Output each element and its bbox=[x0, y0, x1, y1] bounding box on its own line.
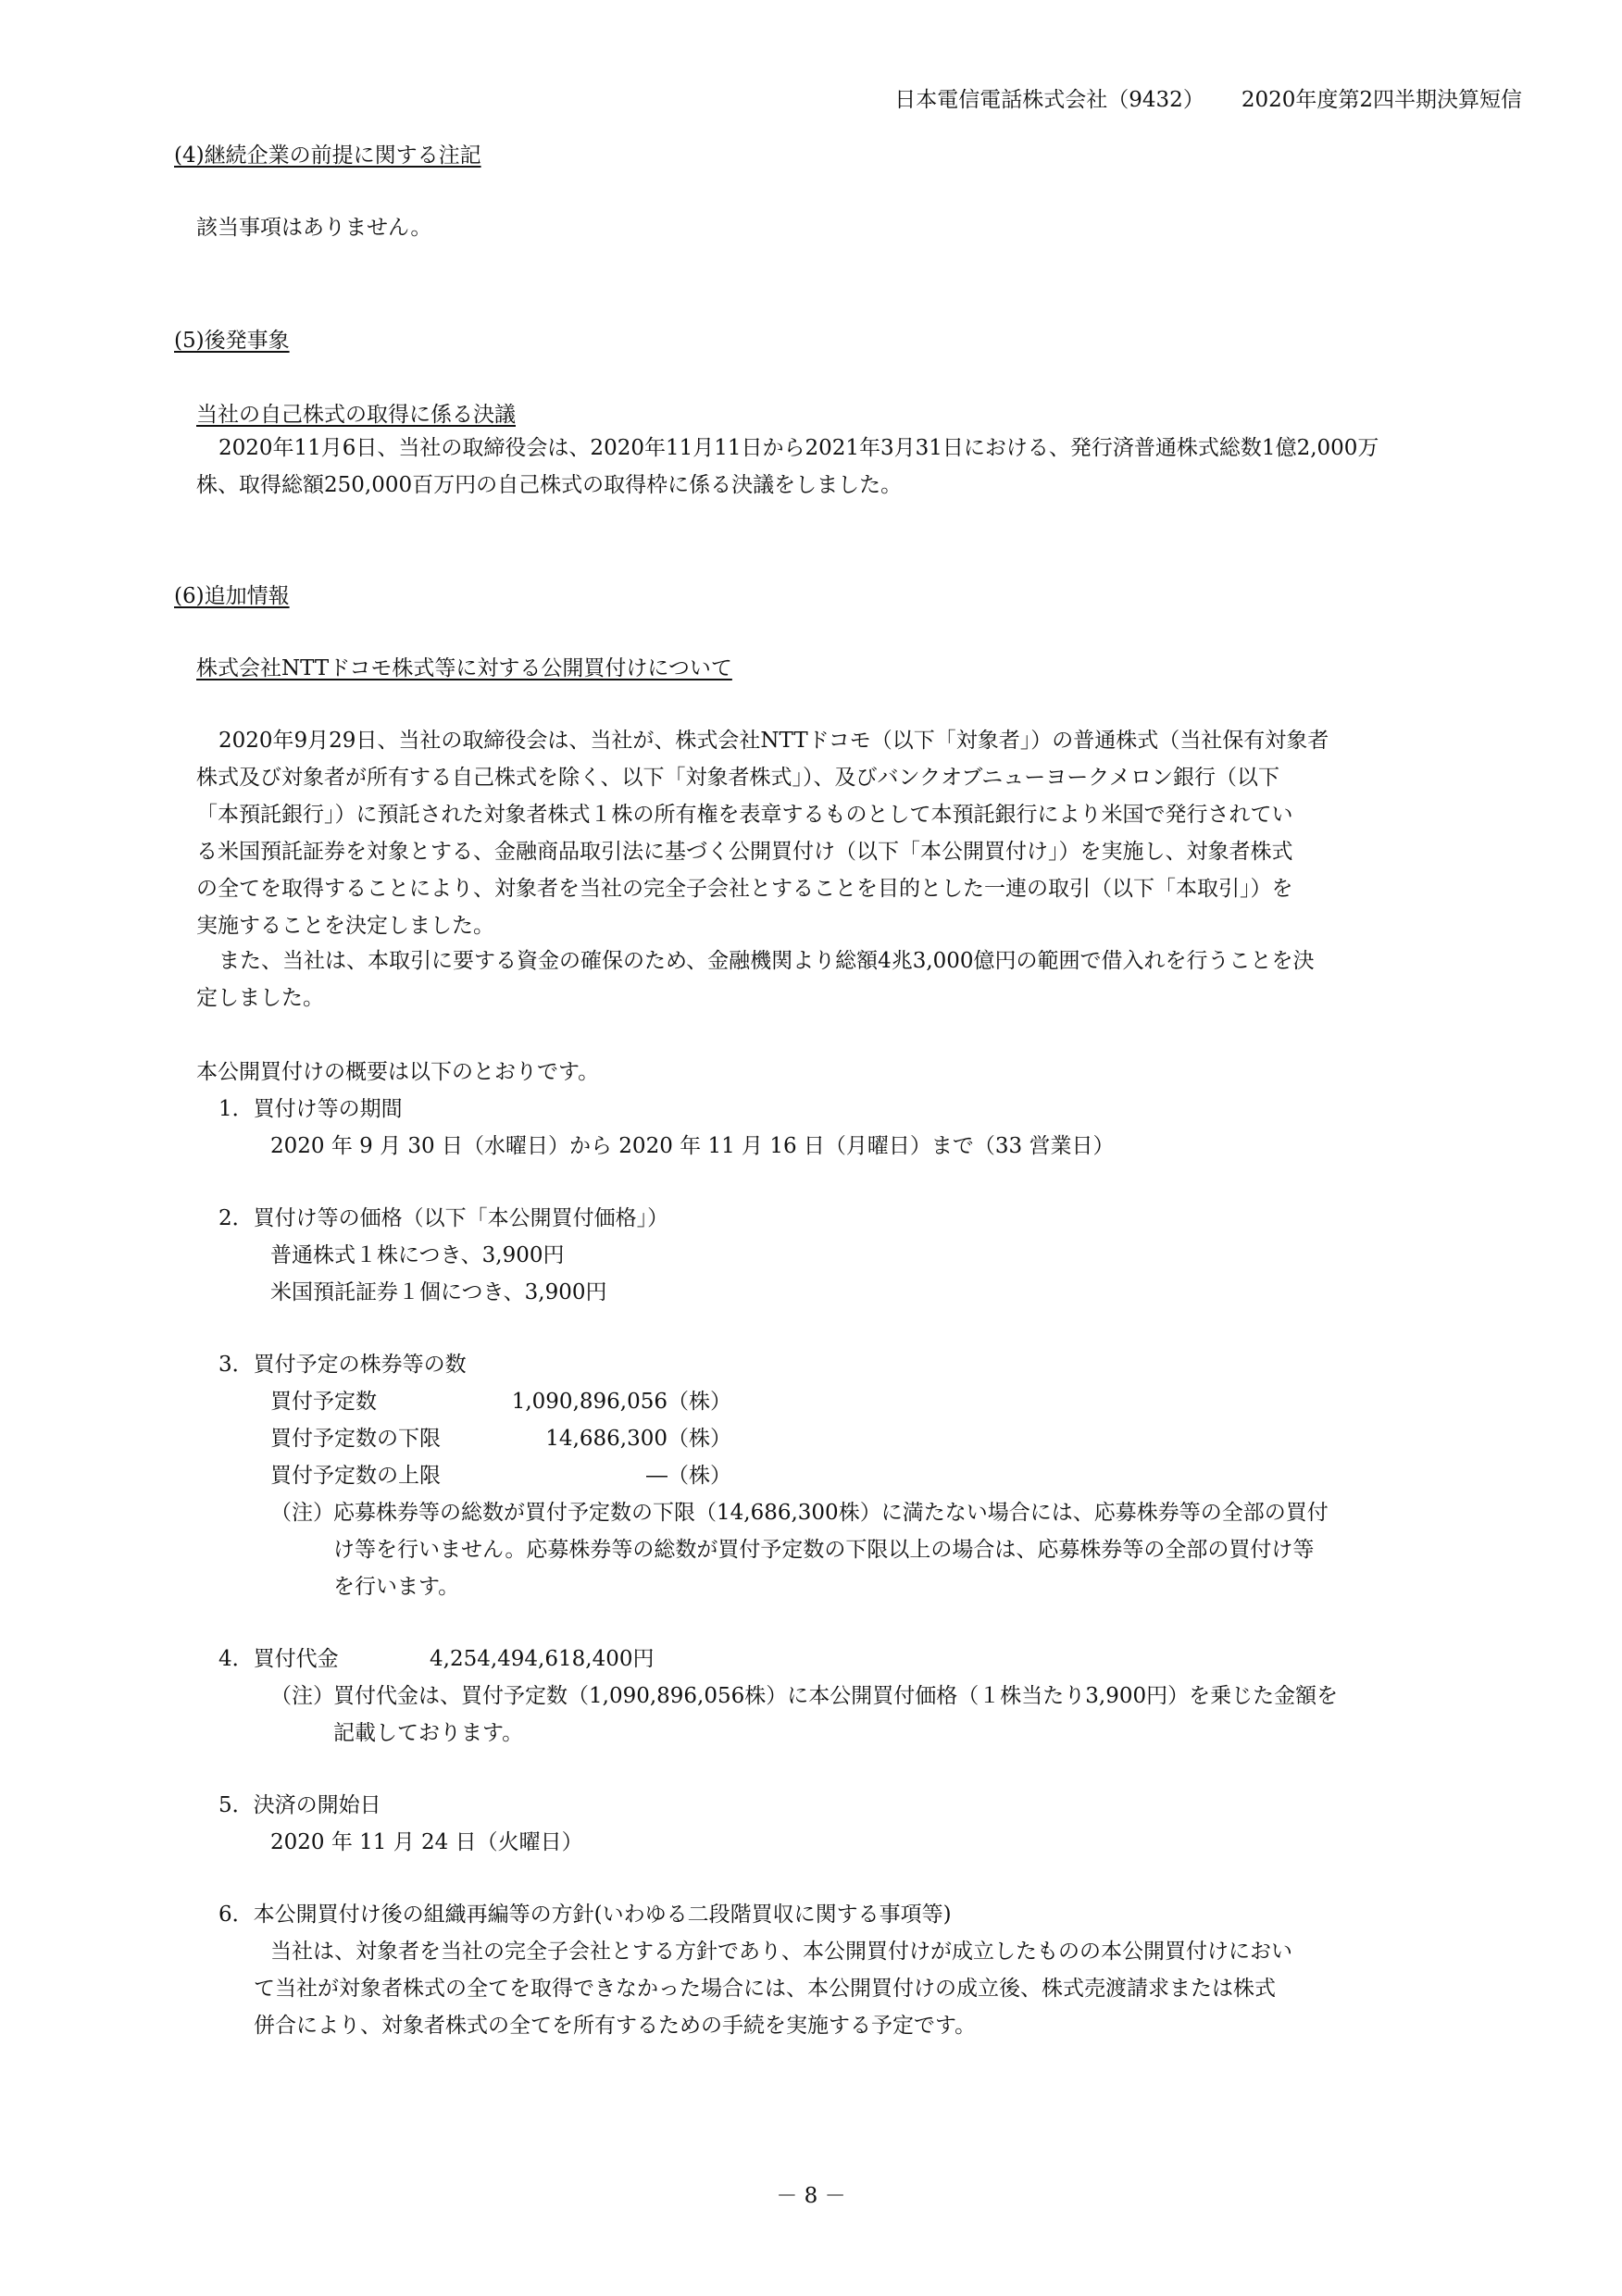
overview-intro: 本公開買付けの概要は以下のとおりです。 bbox=[196, 1060, 600, 1084]
item-3-row-value: ―（株） bbox=[646, 1464, 731, 1488]
item-4-amount: 4,254,494,618,400円 bbox=[430, 1647, 655, 1671]
section-6-heading: (6)追加情報 bbox=[174, 584, 290, 608]
section-6-subheading: 株式会社NTTドコモ株式等に対する公開買付けについて bbox=[196, 656, 732, 680]
item-6-title: 6．本公開買付け後の組織再編等の方針(いわゆる二段階買収に関する事項等) bbox=[218, 1903, 952, 1927]
header-company: 日本電信電話株式会社（9432） bbox=[894, 88, 1204, 112]
paragraph-1-line: る米国預託証券を対象とする、金融商品取引法に基づく公開買付け（以下「本公開買付け」）を実施し、対象者株式 bbox=[196, 840, 1293, 864]
header-report: 2020年度第2四半期決算短信 bbox=[1241, 88, 1522, 112]
item-4-note-line: 記載しております。 bbox=[333, 1721, 524, 1745]
item-4-title: 4．買付代金 bbox=[218, 1647, 339, 1671]
item-1-title: 1．買付け等の期間 bbox=[218, 1097, 403, 1121]
item-3-note-mark: （注） bbox=[270, 1501, 334, 1525]
section-5-subheading: 当社の自己株式の取得に係る決議 bbox=[196, 403, 516, 427]
paragraph-1-line: の全てを取得することにより、対象者を当社の完全子会社とすることを目的とした一連の取引（以下「本取引」）を bbox=[196, 877, 1293, 901]
item-1-period: 2020 年 9 月 30 日（水曜日）から 2020 年 11 月 16 日（月曜日）まで（33 営業日） bbox=[270, 1134, 1115, 1158]
item-2-title: 2．買付け等の価格（以下「本公開買付価格」） bbox=[218, 1206, 669, 1230]
section-5-heading: (5)後発事象 bbox=[174, 329, 290, 353]
item-3-row-value: 14,686,300（株） bbox=[545, 1427, 731, 1451]
paragraph-1-line: 2020年9月29日、当社の取締役会は、当社が、株式会社NTTドコモ（以下「対象者」）の普通株式（当社保有対象者 bbox=[218, 729, 1329, 753]
paragraph-2-line: また、当社は、本取引に要する資金の確保のため、金融機関より総額4兆3,000億円の範囲で借入れを行うことを決 bbox=[218, 949, 1315, 973]
item-6-body-line: 当社は、対象者を当社の完全子会社とする方針であり、本公開買付けが成立したものの本公開買付けにおい bbox=[270, 1940, 1292, 1964]
item-2-line-2: 米国預託証券１個につき、3,900円 bbox=[270, 1280, 607, 1304]
item-3-note-line: を行います。 bbox=[333, 1575, 460, 1599]
section-5-line-1: 2020年11月6日、当社の取締役会は、2020年11月11日から2021年3月31日における、発行済普通株式総数1億2,000万 bbox=[218, 436, 1379, 460]
item-4-note-mark: （注） bbox=[270, 1684, 334, 1708]
page-header bbox=[894, 81, 1522, 119]
item-3-note-line: 応募株券等の総数が買付予定数の下限（14,686,300株）に満たない場合には、応募株券等の全部の買付 bbox=[333, 1501, 1329, 1525]
paragraph-1-line: 「本預託銀行」）に預託された対象者株式１株の所有権を表章するものとして本預託銀行により米国で発行されてい bbox=[196, 803, 1293, 827]
paragraph-1-line: 株式及び対象者が所有する自己株式を除く、以下「対象者株式」）、及びバンクオブニューヨークメロン銀行（以下 bbox=[196, 766, 1280, 790]
paragraph-1-line: 実施することを決定しました。 bbox=[196, 914, 494, 938]
section-4-body: 該当事項はありません。 bbox=[196, 216, 432, 240]
item-3-title: 3．買付予定の株券等の数 bbox=[218, 1353, 467, 1377]
item-6-body-line: 併合により、対象者株式の全てを所有するための手続を実施する予定です。 bbox=[254, 2014, 977, 2038]
item-5-title: 5．決済の開始日 bbox=[218, 1793, 381, 1817]
item-2-line-1: 普通株式１株につき、3,900円 bbox=[270, 1243, 565, 1267]
page-number: － 8 － bbox=[776, 2184, 846, 2208]
item-3-row-label: 買付予定数の上限 bbox=[270, 1464, 441, 1488]
item-3-row-label: 買付予定数の下限 bbox=[270, 1427, 441, 1451]
item-4-note-line: 買付代金は、買付予定数（1,090,896,056株）に本公開買付価格（１株当たり3,900円）を乗じた金額を bbox=[333, 1684, 1339, 1708]
section-5-line-2: 株、取得総額250,000百万円の自己株式の取得枠に係る決議をしました。 bbox=[196, 473, 903, 497]
item-3-row-value: 1,090,896,056（株） bbox=[511, 1390, 731, 1414]
item-6-body-line: て当社が対象者株式の全てを取得できなかった場合には、本公開買付けの成立後、株式売渡請求または株式 bbox=[254, 1977, 1276, 2001]
item-3-row-label: 買付予定数 bbox=[270, 1390, 377, 1414]
item-3-note-line: け等を行いません。応募株券等の総数が買付予定数の下限以上の場合は、応募株券等の全部の買付け等 bbox=[333, 1538, 1315, 1562]
section-4-heading: (4)継続企業の前提に関する注記 bbox=[174, 144, 481, 168]
paragraph-2-line: 定しました。 bbox=[196, 986, 324, 1010]
item-5-date: 2020 年 11 月 24 日（火曜日） bbox=[270, 1830, 583, 1854]
